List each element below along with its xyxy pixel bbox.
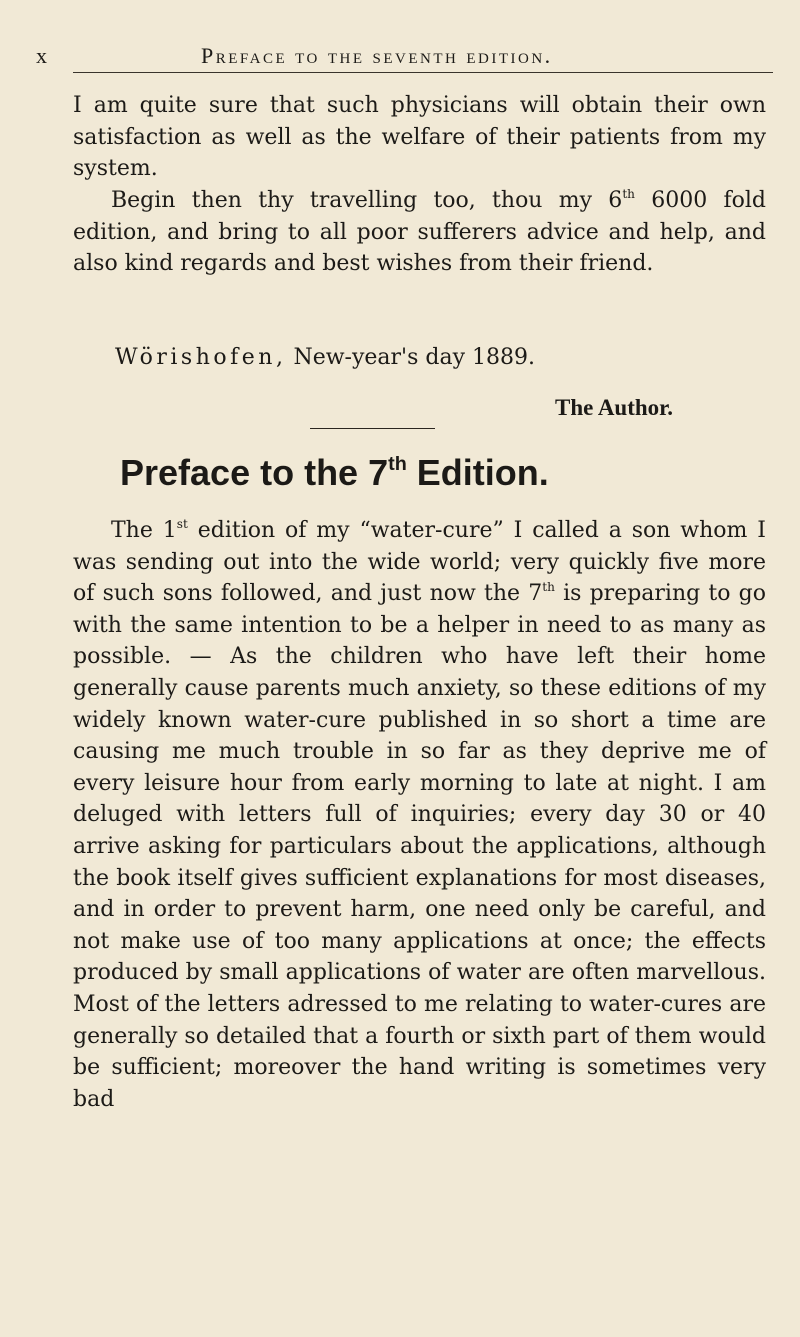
header-rule — [73, 72, 773, 73]
paragraph-closing-previous-preface: I am quite sure that such physicians will obtain their own satisfaction as well as the welfare of their patients from my system. — [73, 93, 766, 182]
paragraph-farewell: Begin then thy travelling too, thou my 6th 6000 fold edition, and bring to all poor sufferers advice and help, and also kind regards and best wishes from their friend. — [73, 186, 766, 277]
signature-date: New-year's day 1889. — [286, 345, 535, 370]
section-heading: Preface to the 7th Edition. — [120, 452, 549, 493]
paragraph-preface-body: The 1st edition of my “water-cure” I called a son whom I was sending out into the wide world; very quickly five more of such sons followed, and just now the 7th is preparing to go with the same intention to be a helper in need to as many as possible. — As the children who have left their home generally cause parents much anxiety, so these editions of my widely known water-cure published in so short a time are causing me much trouble in so far as they deprive me of every leisure hour from early morning to late at night. I am deluged with letters full of inquiries; every day 30 or 40 arrive asking for particulars about the applications, although the book itself gives sufficient explanations for most diseases, and in order to prevent harm, one need only be careful, and not make use of too many applications at once; the effects produced by small applications of water are often marvellous. Most of the letters adressed to me relating to water-cures are generally so detailed that a fourth or sixth part of them would be sufficient; moreover the hand writing is sometimes very bad — [73, 516, 767, 1112]
signature-place-date — [115, 345, 535, 370]
page-number: x — [36, 43, 50, 68]
running-head-title: Preface to the seventh edition. — [201, 43, 553, 68]
signature-author: The Author. — [555, 395, 674, 420]
section-divider — [310, 428, 435, 429]
signature-place: Wörishofen, — [115, 345, 287, 370]
running-head — [36, 43, 748, 69]
